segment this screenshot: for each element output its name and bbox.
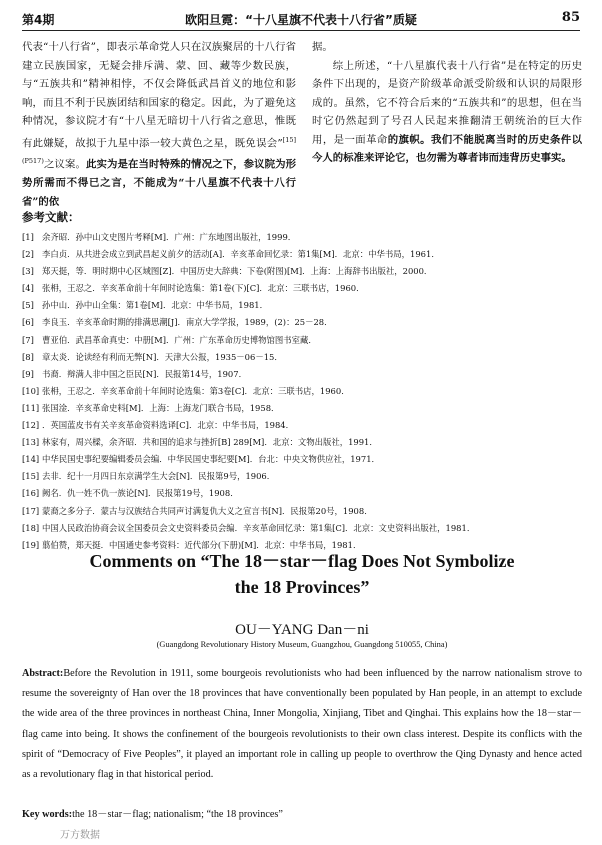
running-title: 欧阳旦霓：“十八星旗不代表十八行省”质疑	[185, 13, 417, 27]
page-header	[22, 8, 580, 30]
reference-text: 余齐昭．孙中山文史图片考释[M]．广州：广东地图出版社，1999．	[42, 232, 297, 242]
reference-text: 书裔．辩满人非中国之臣民[N]．民报第14号，1907．	[42, 368, 247, 379]
citation-marker: [15](P517)	[22, 135, 296, 166]
reference-number: [8]	[22, 351, 34, 362]
reference-item	[22, 314, 582, 331]
reference-item	[22, 280, 582, 297]
references-list	[22, 229, 582, 554]
reference-item	[22, 366, 582, 383]
reference-number: [17]	[22, 505, 40, 516]
reference-item	[22, 520, 582, 537]
reference-number: [18]	[22, 522, 40, 533]
reference-number: [12]	[22, 420, 40, 431]
keywords-text: the 18－star－flag; nationalism; “the 18 provinces”	[72, 809, 283, 820]
english-abstract	[22, 664, 582, 785]
reference-item	[22, 434, 582, 451]
reference-item	[22, 332, 582, 349]
references-heading: 参考文献：	[22, 210, 80, 224]
left-emphasis-text: 此实为是在当时特殊的情况之下，参议院为形势所需而不得已之言，不能成为“十八星旗不代表十八行省”的依	[22, 158, 296, 208]
abstract-label: Abstract:	[22, 668, 64, 679]
reference-text: 去非．纪十一月四日东京满学生大会[N]．民报第9号，1906．	[42, 471, 276, 482]
reference-number: [15]	[22, 471, 40, 482]
reference-item	[22, 297, 582, 314]
reference-number: [9]	[22, 368, 34, 379]
reference-number: [11]	[22, 402, 40, 413]
reference-text: 章太炎．论读经有利而无弊[N]．天津大公报，1935－06－15．	[42, 351, 283, 362]
reference-number: [4]	[22, 283, 34, 294]
english-title	[22, 548, 582, 600]
reference-number: [1]	[22, 232, 34, 242]
reference-item	[22, 246, 582, 263]
reference-number: [7]	[22, 334, 34, 345]
reference-text: 李白贞．从共进会成立到武昌起义前夕的活动[A]．辛亥革命回忆录：第1集[M]．北京：中华书局，1961．	[42, 249, 440, 260]
reference-text: 郑天挺，等．明时期中心区域图[Z]．中国历史大辞典：下卷(附图)[M]．上海：上海辞书出版社，2000．	[42, 266, 433, 277]
reference-item	[22, 263, 582, 280]
conclusion-paragraph	[312, 57, 582, 168]
keywords-label: Key words:	[22, 809, 73, 820]
reference-number: [19]	[22, 539, 40, 550]
english-title-line-1: Comments on “The 18－star－flag Does Not Symbolize	[89, 551, 515, 571]
reference-item	[22, 485, 582, 502]
reference-item	[22, 417, 582, 434]
abstract-text: Before the Revolution in 1911, some bourgeois revolutionists who had been influenced by the narrow nationalism strove to resume the sovereignty of Han over the 18 provinces that have conventionally been populated by Han people, in an attempt to exclude the wide area of the three provinces in northeast China, Inner Mongolia, Xinjiang, Tibet and Qinghai. This explains how the 18－star－flag came into being. It shows the confinement of the bourgeois revolutionists to their own class interest. Despite its conflicts with the spirit of “Democracy of Five Peoples”, it played an important role in calling up people to overthrow the Qing Dynasty and hence acted as a revolutionary flag in that historical period.	[22, 668, 582, 781]
reference-text: 张枏，王忍之．辛亥革命前十年间时论选集：第1卷(下)[C]．北京：三联书店，1960．	[42, 283, 365, 294]
reference-text: 林家有，周兴樑，余齐昭．共和国的追求与挫折[B] 289[M]．北京：文物出版社，1991．	[42, 437, 378, 448]
header-rule	[22, 30, 580, 31]
reference-number: [6]	[22, 317, 34, 328]
reference-text: ．英国蓝皮书有关辛亥革命资料选译[C]．北京：中华书局，1984．	[42, 420, 295, 431]
reference-number: [2]	[22, 249, 34, 260]
body-right-column	[312, 38, 582, 168]
reference-text: 孙中山．孙中山全集：第1卷[M]．北京：中华书局，1981．	[42, 300, 269, 311]
reference-number: [13]	[22, 437, 40, 448]
reference-text: 翦伯赞，郑天挺．中国通史参考资料：近代部分(下册)[M]．北京：中华书局，1981．	[42, 539, 362, 550]
reference-text: 中华民国史事纪要编辑委员会编．中华民国史事纪要[M]．台北：中央文物供应社，1971．	[42, 454, 380, 465]
reference-number: [10]	[22, 385, 40, 396]
reference-number: [3]	[22, 266, 34, 277]
left-text-after-cite: 之议案。	[43, 158, 86, 171]
reference-text: 曹亚伯．武昌革命真史：中册[M]．广州：广东革命历史博物馆图书室藏．	[42, 334, 317, 345]
reference-text: 中国人民政治协商会议全国委员会文史资料委员会编．辛亥革命回忆录：第1集[C]．北京：文史资料出版社，1981．	[42, 522, 476, 533]
english-affiliation: (Guangdong Revolutionary History Museum, Guangzhou, Guangdong 510055, China)	[156, 640, 448, 649]
body-left-column	[22, 38, 296, 211]
conclusion-emphasis: 的旗帜。我们不能脱离当时的历史条件以今人的标准来评论它，也勿需为尊者讳而违背历史事实。	[312, 133, 582, 164]
reference-item	[22, 383, 582, 400]
reference-text: 张枏，王忍之．辛亥革命前十年间时论选集：第3卷[C]．北京：三联书店，1960．	[42, 385, 350, 396]
database-watermark: 万方数据	[60, 830, 100, 841]
english-author: OU－YANG Dan－ni	[235, 622, 369, 638]
english-keywords	[22, 807, 582, 823]
reference-item	[22, 400, 582, 417]
references-section	[22, 209, 582, 554]
reference-text: 张国淦．辛亥革命史料[M]．上海：上海龙门联合书局，1958．	[42, 402, 280, 413]
english-title-line-2: the 18 Provinces”	[234, 577, 370, 597]
reference-item	[22, 229, 582, 246]
reference-item	[22, 451, 582, 468]
page-number: 85	[561, 10, 580, 25]
reference-number: [5]	[22, 300, 34, 311]
reference-item	[22, 468, 582, 485]
conclusion-text: 综上所述，“十八星旗代表十八行省”是在特定的历史条件下出现的，是资产阶级革命派受阶级和认识的局限形成的。虽然，它不符合后来的“五族共和”的思想，但在当时它仍然起到了号召人民起来推翻清王朝统治的巨大作用，是一面革命	[312, 59, 582, 146]
reference-text: 阙名．仇一姓不仇一族论[N]．民报第19号，1908．	[42, 488, 239, 499]
left-paragraph	[22, 38, 296, 211]
reference-text: 蒙裔之多分子．蒙古与汉族结合共同声讨满复仇大义之宣言书[N]．民报第20号，1908．	[42, 505, 373, 516]
reference-item	[22, 349, 582, 366]
reference-number: [16]	[22, 488, 40, 499]
reference-number: [14]	[22, 454, 40, 465]
issue-number: 第4期	[22, 13, 55, 27]
left-text: 代表“十八行省”，即表示革命党人只在汉族聚居的十八行省建立民族国家，无疑会排斥满、蒙、回、藏等少数民族，与“五族共和”精神相悖，不仅会降低武昌首义的地位和影响，而且不利于民族团结和国家的稳定。因此，为了避免这种情况，参议院才有“十八星无暗切十八行省之意思，惟既有此嫌疑，故拟于九星中添一较大黄色之星，既免误会”	[22, 41, 296, 149]
right-continuation: 据。	[312, 41, 333, 53]
reference-text: 李良玉．辛亥革命时期的排满思潮[J]．南京大学学报，1989，(2)：25－28．	[42, 317, 333, 328]
reference-item	[22, 503, 582, 520]
